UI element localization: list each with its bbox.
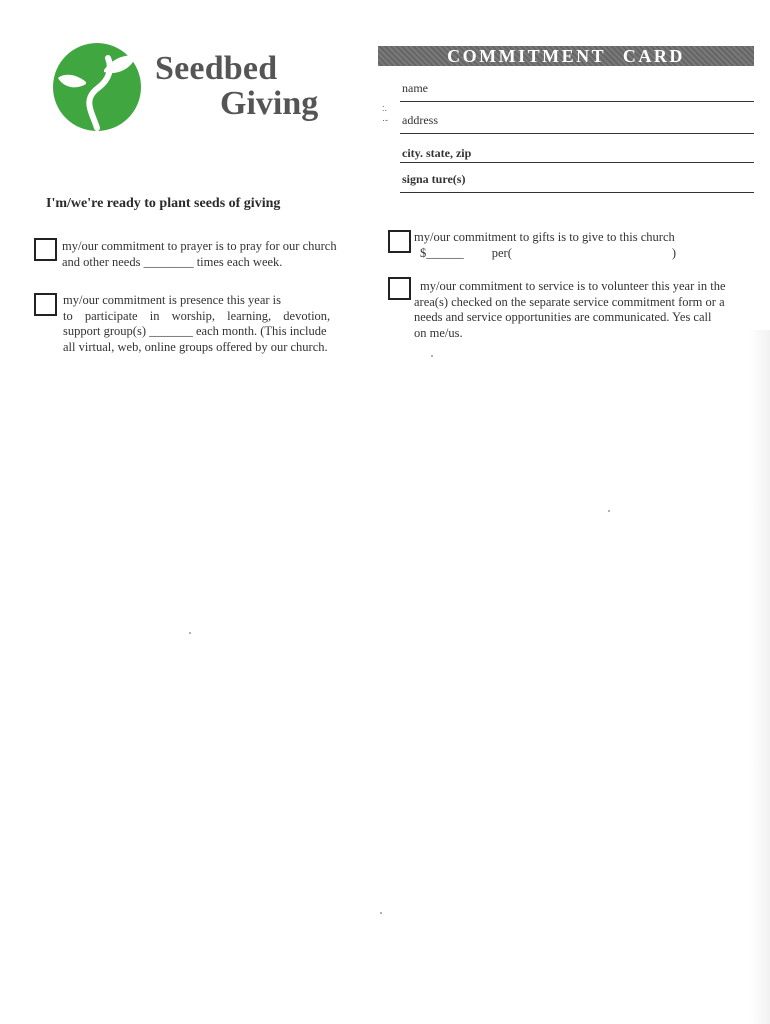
scan-speck — [189, 632, 191, 634]
gift-per-label: per( — [491, 245, 512, 260]
section-heading: I'm/we're ready to plant seeds of giving — [46, 196, 281, 211]
prayer-commitment — [62, 239, 362, 270]
address-label: address — [402, 113, 438, 127]
service-line2: area(s) checked on the separate service commitment form or a — [414, 294, 725, 309]
gifts-commitment — [414, 230, 734, 261]
scan-speck — [608, 510, 610, 512]
gifts-line1: my/our commitment to gifts is to give to this church — [414, 230, 675, 244]
presence-line2: to participate in worship, learning, devotion, — [63, 308, 331, 323]
gifts-line2 — [414, 246, 734, 262]
name-field[interactable] — [400, 101, 754, 102]
gifts-checkbox[interactable] — [388, 230, 411, 253]
signature-field[interactable] — [400, 192, 754, 193]
presence-line1-text: my/our commitment is presence this year is — [63, 293, 282, 307]
prayer-checkbox[interactable] — [34, 238, 57, 261]
margin-mark-2: ·- — [382, 115, 388, 125]
margin-mark-1: :. — [382, 103, 388, 113]
gift-amount-blank[interactable]: $______ — [420, 245, 464, 260]
scan-speck — [431, 355, 433, 357]
name-label: name — [402, 81, 428, 95]
prayer-line2-pre: and other needs — [62, 254, 144, 269]
page-edge-shadow — [750, 330, 770, 1024]
prayer-times-blank[interactable]: ________ — [143, 254, 194, 269]
signature-label: signa ture(s) — [402, 172, 466, 186]
prayer-line2 — [62, 255, 362, 271]
sprout-leaf-icon — [52, 42, 142, 132]
service-line4: on me/us. — [414, 325, 463, 340]
presence-line4: all virtual, web, online groups offered by our church. — [63, 339, 328, 354]
service-commitment — [414, 279, 749, 341]
commitment-card-title: COMMITMENT CARD — [378, 46, 754, 66]
city-state-zip-label: city. state, zip — [402, 146, 472, 160]
presence-line1 — [63, 293, 350, 309]
address-field[interactable] — [400, 133, 754, 134]
service-checkbox[interactable] — [388, 277, 411, 300]
gift-per-close: ) — [671, 245, 677, 260]
service-line3: needs and service opportunities are communicated. Yes call — [414, 310, 712, 324]
prayer-line2-post: times each week. — [193, 254, 283, 269]
presence-line3: support group(s) _______ each month. (This include — [63, 324, 327, 338]
prayer-line1: my/our commitment to prayer is to pray for our church — [62, 239, 337, 253]
city-state-zip-field[interactable] — [400, 162, 754, 163]
presence-commitment — [63, 293, 350, 355]
presence-checkbox[interactable] — [34, 293, 57, 316]
brand-name-line2: Giving — [220, 85, 319, 122]
service-line1: my/our commitment to service is to volunteer this year in the — [420, 279, 726, 293]
brand-name-line1: Seedbed — [155, 50, 278, 87]
scan-speck — [380, 912, 382, 914]
